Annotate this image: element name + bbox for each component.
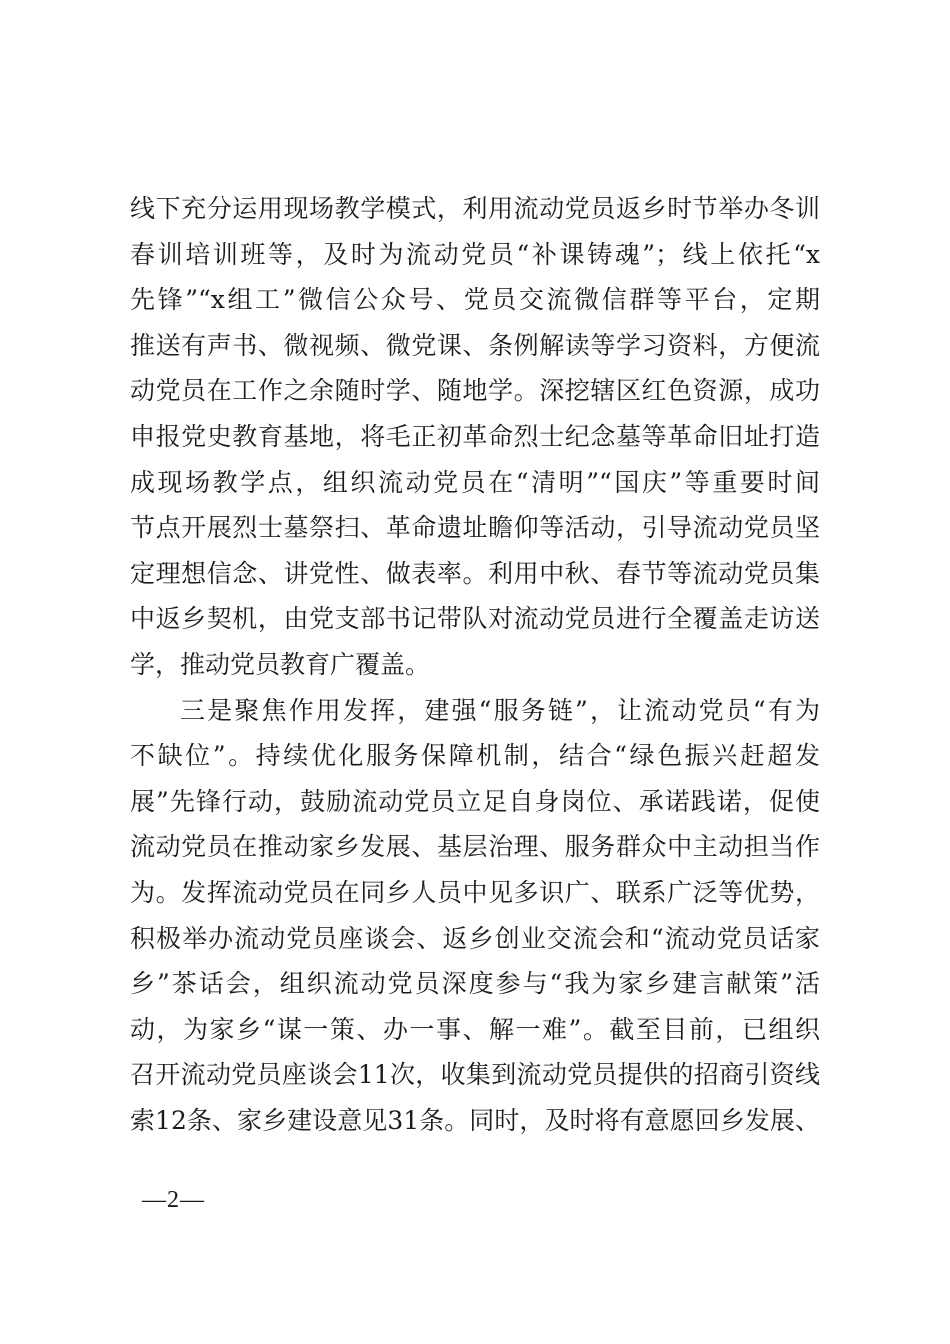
text-line: 为。发挥流动党员在同乡人员中见多识广、联系广泛等优势， — [130, 877, 820, 907]
text-line: 学，推动党员教育广覆盖。 — [130, 649, 431, 679]
text-line: 流动党员在推动家乡发展、基层治理、服务群众中主动担当作 — [130, 832, 820, 862]
text-line: 动党员在工作之余随时学、随地学。深挖辖区红色资源，成功 — [130, 376, 820, 406]
text-line: 动，为家乡“谋一策、办一事、解一难”。截至目前，已组织 — [130, 1014, 820, 1044]
text-line: 申报党史教育基地，将毛正初革命烈士纪念墓等革命旧址打造 — [130, 421, 820, 451]
text-line: 乡”茶话会，组织流动党员深度参与“我为家乡建言献策”活 — [130, 969, 820, 999]
text-line: 成现场教学点，组织流动党员在“清明”“国庆”等重要时间 — [130, 467, 820, 497]
text-line: 三是聚焦作用发挥，建强“服务链”，让流动党员“有为 — [180, 695, 820, 725]
text-line: 节点开展烈士墓祭扫、革命遗址瞻仰等活动，引导流动党员坚 — [130, 513, 820, 543]
text-line: 推送有声书、微视频、微党课、条例解读等学习资料，方便流 — [130, 330, 820, 360]
text-line: 展”先锋行动，鼓励流动党员立足自身岗位、承诺践诺，促使 — [130, 786, 820, 816]
text-line: 中返乡契机，由党支部书记带队对流动党员进行全覆盖走访送 — [130, 604, 820, 634]
text-line: 先锋”“x组工”微信公众号、党员交流微信群等平台，定期 — [130, 285, 820, 315]
text-line: 积极举办流动党员座谈会、返乡创业交流会和“流动党员话家 — [130, 923, 820, 953]
text-line: 索12条、家乡建设意见31条。同时，及时将有意愿回乡发展、 — [130, 1105, 820, 1135]
text-line: 线下充分运用现场教学模式，利用流动党员返乡时节举办冬训 — [130, 194, 820, 223]
document-body — [130, 186, 820, 1143]
paragraph-1 — [130, 186, 820, 688]
page-number: —2— — [142, 1187, 205, 1213]
text-line: 召开流动党员座谈会11次，收集到流动党员提供的招商引资线 — [130, 1060, 820, 1090]
text-line: 不缺位”。持续优化服务保障机制，结合“绿色振兴赶超发 — [130, 741, 820, 771]
text-line: 春训培训班等，及时为流动党员“补课铸魂”；线上依托“x — [130, 239, 820, 269]
paragraph-2 — [130, 688, 820, 1144]
text-line: 定理想信念、讲党性、做表率。利用中秋、春节等流动党员集 — [130, 558, 820, 588]
